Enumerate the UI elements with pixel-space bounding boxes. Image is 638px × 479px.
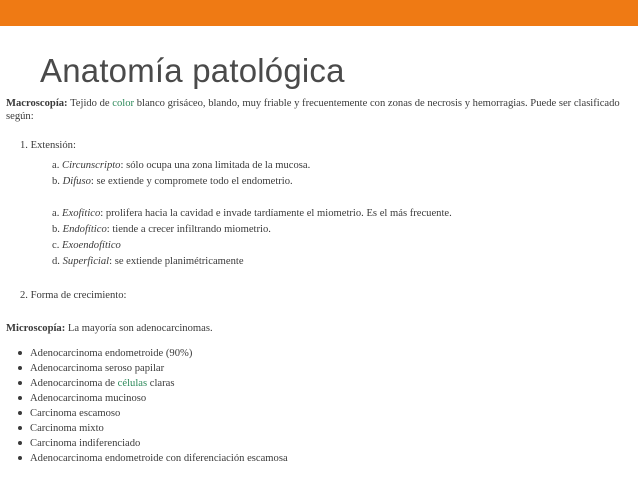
- term: Circunscripto: [62, 160, 121, 171]
- list-item: [18, 362, 164, 375]
- definition: : prolifera hacia la cavidad e invade tardíamente el miometrio. Es el más frecuente.: [100, 208, 452, 219]
- list-item-text: Adenocarcinoma endometroide con diferenciación escamosa: [30, 453, 288, 464]
- slide-title: Anatomía patológica: [40, 52, 345, 89]
- list-item: [18, 377, 174, 390]
- list-marker: a.: [52, 208, 60, 219]
- bullet-icon: [18, 366, 22, 370]
- bullet-icon: [18, 396, 22, 400]
- macroscopy-text-after: blanco grisáceo, blando, muy friable y frecuentemente con zonas de necrosis y hemorragias. Puede ser clasificado: [136, 98, 620, 109]
- definition: : se extiende y compromete todo el endometrio.: [90, 176, 293, 187]
- list-item-highlight: células: [117, 378, 148, 389]
- bullet-icon: [18, 381, 22, 385]
- growth-form-heading: 2. Forma de crecimiento:: [20, 290, 127, 301]
- term: Difuso: [62, 176, 91, 187]
- macroscopy-highlight: color: [112, 98, 135, 109]
- definition: : tiende a crecer infiltrando miometrio.: [106, 224, 271, 235]
- extension-item-a1: [52, 159, 310, 172]
- extension-item-b1: [52, 175, 293, 188]
- list-item-text: Adenocarcinoma mucinoso: [30, 393, 147, 404]
- list-item: [18, 407, 120, 420]
- definition: : sólo ocupa una zona limitada de la mucosa.: [120, 160, 311, 171]
- extension-item-a2: [52, 207, 452, 220]
- macroscopy-label: Macroscopía:: [6, 98, 68, 109]
- list-marker: c.: [52, 240, 60, 251]
- list-marker: b.: [52, 224, 60, 235]
- top-accent-bar: [0, 0, 638, 26]
- macroscopy-paragraph: [6, 97, 632, 123]
- list-item: [18, 347, 192, 360]
- slide-body: [6, 97, 632, 464]
- microscopy-line: [6, 322, 213, 335]
- list-item: [18, 452, 288, 465]
- list-item: [18, 392, 146, 405]
- bullet-icon: [18, 426, 22, 430]
- list-marker: d.: [52, 256, 60, 267]
- microscopy-label: Microscopía:: [6, 323, 66, 334]
- term: Superficial: [62, 256, 110, 267]
- list-item-text: claras: [149, 378, 175, 389]
- bullet-icon: [18, 441, 22, 445]
- term: Endofítico: [62, 224, 107, 235]
- list-item-text: Carcinoma indiferenciado: [30, 438, 141, 449]
- macroscopy-text-before: Tejido de: [70, 98, 110, 109]
- list-marker: b.: [52, 176, 60, 187]
- bullet-icon: [18, 351, 22, 355]
- bullet-icon: [18, 411, 22, 415]
- list-marker: a.: [52, 160, 60, 171]
- term: Exoendofítico: [62, 240, 121, 251]
- list-item-text: Carcinoma mixto: [30, 423, 104, 434]
- list-item-text: Adenocarcinoma de: [30, 378, 116, 389]
- microscopy-text: La mayoría son adenocarcinomas.: [67, 323, 213, 334]
- list-item-text: Adenocarcinoma seroso papilar: [30, 363, 165, 374]
- extension-item-d2: [52, 255, 244, 268]
- list-item-text: Carcinoma escamoso: [30, 408, 121, 419]
- definition: : se extiende planimétricamente: [109, 256, 244, 267]
- list-item: [18, 437, 140, 450]
- extension-item-b2: [52, 223, 271, 236]
- term: Exofítico: [62, 208, 101, 219]
- extension-heading: 1. Extensión:: [20, 140, 76, 151]
- list-item: [18, 422, 104, 435]
- extension-item-c2: [52, 239, 121, 252]
- bullet-icon: [18, 456, 22, 460]
- macroscopy-text-line2: según:: [6, 111, 34, 122]
- list-item-text: Adenocarcinoma endometroide (90%): [30, 348, 193, 359]
